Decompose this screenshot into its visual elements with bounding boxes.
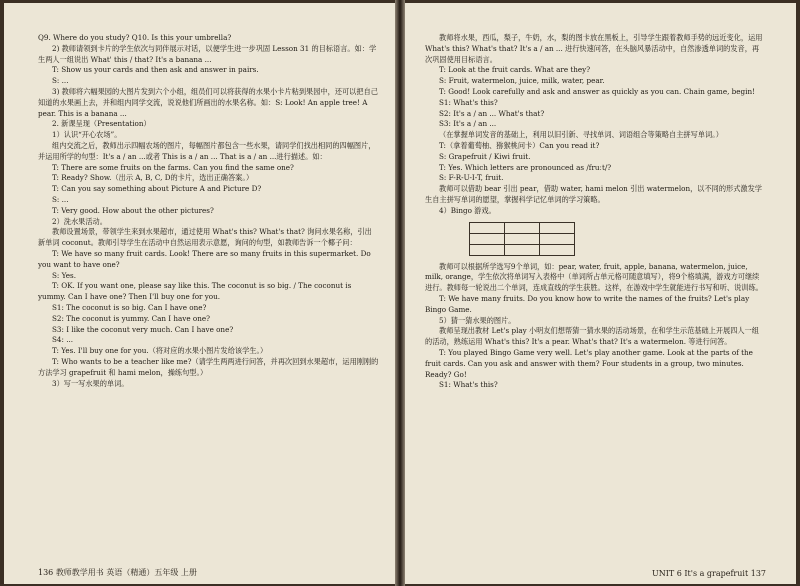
text-line: S3: It's a / an ... — [439, 119, 497, 129]
text-line: T: Yes. Which letters are pronounced as /fruːt/? — [439, 162, 612, 172]
text-line: 教师呈现出教材 Let's play 小明友们想帮猜一猜水果的活动场景，在和学生示范基础上开展四人一组的活动，熟练运用 What's this? It's a pear. What's that? It's a watermelon. 等进行问答。 — [425, 326, 759, 347]
text-line: S2: It's a / an ... What's that? — [439, 108, 545, 118]
text-line: T: There are some fruits on the farms. Can you find the same one? — [52, 162, 294, 172]
text-line: T: Can you say something about Picture A and Picture D? — [52, 184, 262, 194]
text-line: T: Yes. I'll buy one for you.（将对应的水果小图片发给该学生。） — [52, 346, 268, 356]
bingo-cell — [540, 244, 575, 255]
bingo-cell — [540, 222, 575, 233]
text-line: S: Yes. — [52, 270, 76, 280]
bingo-cell — [505, 244, 540, 255]
text-line: 教师可以借助 bear 引出 pear，借助 water, hami melon 引出 watermelon，以不同的形式激发学生自主拼写单词的愿望，掌握科学记忆单词的学习策略。 — [425, 184, 762, 204]
bingo-row — [470, 233, 575, 244]
text-line: 教师设置场景，带领学生来到水果超市，通过使用 What's this? What's that? 询问水果名称，引出新单词 coconut。教师引导学生在活动中自然运用表示意愿，询问的句型，如教师告诉一个椰子问： — [38, 227, 372, 248]
bingo-cell — [470, 222, 505, 233]
left-page-footer: 136 教师教学用书 英语（精通）五年级 上册 — [38, 568, 197, 577]
bingo-row — [470, 244, 575, 255]
left-page-body — [38, 33, 379, 389]
bingo-row — [470, 222, 575, 233]
text-line: 2）洗水果活动。 — [52, 216, 107, 226]
text-line: 3）写一写水果的单词。 — [52, 378, 129, 388]
bingo-grid — [469, 222, 575, 256]
left-page — [4, 3, 395, 584]
text-line: 组内交流之后，教师出示四幅农场的图片，每幅图片都包含一些水果，请同学们找出相同的四幅图片，并运用所学的句型：It's a / an ...或者 This is a / an ... That is a / an ...进行描述。如： — [38, 140, 376, 161]
text-line: S: ... — [52, 76, 69, 86]
text-line: S: Fruit, watermelon, juice, milk, water, pear. — [439, 76, 605, 86]
text-line: T: OK. If you want one, please say like this. The coconut is so big. / The coconut is yummy. Can I have one? Then I'll buy one for you. — [38, 281, 352, 302]
text-line: S3: I like the coconut very much. Can I have one? — [52, 324, 234, 334]
text-line: T: We have many fruits. Do you know how to write the names of the fruits? Let's play Bingo Game. — [425, 293, 750, 314]
right-page-footer: UNIT 6 It's a grapefruit 137 — [651, 569, 766, 578]
text-line: S2: The coconut is yummy. Can I have one? — [52, 313, 210, 323]
text-line: S: Grapefruit / Kiwi fruit. — [439, 151, 531, 161]
bingo-cell — [470, 244, 505, 255]
text-line: 3) 教师将六幅果园的大图片发到六个小组，组员们可以将获得的水果小卡片粘到果园中，还可以把自己知道的水果画上去，并和组内同学交流，说说他们所画出的水果名称。如：S: Look! An apple tree! A pear. This is a banana ... — [38, 86, 378, 118]
text-line: T: Show us your cards and then ask and answer in pairs. — [52, 65, 259, 75]
text-line: T: We have so many fruit cards. Look! There are so many fruits in this supermarket. Do you want to have one? — [38, 248, 371, 269]
text-line: T: Good! Look carefully and ask and answer as quickly as you can. Chain game, begin! — [439, 86, 755, 96]
bingo-cell — [540, 233, 575, 244]
text-line: 1）认识“开心农场”。 — [52, 130, 122, 140]
book-gutter — [395, 0, 405, 586]
text-line: S4: ... — [52, 335, 74, 345]
text-line: 教师将水果，西瓜，梨子，牛奶，水，梨的图卡放在黑板上，引导学生跟着教师手势的远近变化，运用 What's this? What's that? It's a / an ... 进行快速问答，在头脑风暴活动中，自然渗透单词的发音，再次巩固使用目标语言。 — [425, 33, 763, 64]
right-page-body-top — [425, 33, 766, 217]
text-line: T: Who wants to be a teacher like me?（请学生两两进行问答，并再次回到水果超市，运用刚刚的方法学习 grapefruit 和 hami melon，操练句型。） — [38, 356, 379, 377]
right-page-body-bottom — [425, 262, 766, 392]
text-line: S1: The coconut is so big. Can I have one? — [52, 302, 207, 312]
text-line: S: F-R-U-I-T, fruit. — [439, 173, 504, 183]
text-line: S: ... — [52, 194, 69, 204]
text-line: T: Look at the fruit cards. What are they? — [439, 65, 591, 75]
text-line: T: You played Bingo Game very well. Let's play another game. Look at the parts of the fruit cards. Can you ask and answer with them? Four students in a group, two minutes. Ready? Go! — [425, 347, 753, 379]
text-line: 2. 新课呈现（Presentation） — [52, 119, 151, 129]
text-line: 2) 教师请领到卡片的学生依次与同伴展示对话，以便学生进一步巩固 Lesson 31 的目标语言。如：学生两人一组说出 What' this / that? It's a banana ... — [38, 43, 377, 64]
text-line: （在掌握单词发音的基础上，利用以旧引新、寻找单词、词语组合等策略自主拼写单词。） — [439, 130, 723, 140]
text-line: T: Very good. How about the other pictures? — [52, 205, 214, 215]
text-line: T:（拿着葡萄柚、猕猴桃问卡）Can you read it? — [439, 140, 600, 150]
text-line: 4）Bingo 游戏。 — [439, 205, 496, 215]
right-page — [405, 3, 796, 584]
bingo-cell — [505, 222, 540, 233]
text-line: Q9. Where do you study? Q10. Is this your umbrella? — [38, 33, 232, 42]
text-line: S1: What's this? — [439, 97, 498, 107]
bingo-cell — [505, 233, 540, 244]
bingo-cell — [470, 233, 505, 244]
text-line: T: Ready? Show.（出示 A, B, C, D的卡片，选出正确答案。） — [52, 173, 254, 183]
text-line: S1: What's this? — [439, 380, 498, 390]
text-line: 5）猜一猜水果的图片。 — [439, 315, 516, 325]
text-line: 教师可以根据所学选写9个单词，如：pear, water, fruit, apple, banana, watermelon, juice, milk, orange，学生依次将单词写入表格中（单词所占单元格可随意填写），将9个格填满，游戏方可继续进行。教师每一轮说出二个单词，连成直线的学生获胜。这样，在游戏中学生就能进行书写和听、说训练。 — [425, 261, 763, 293]
